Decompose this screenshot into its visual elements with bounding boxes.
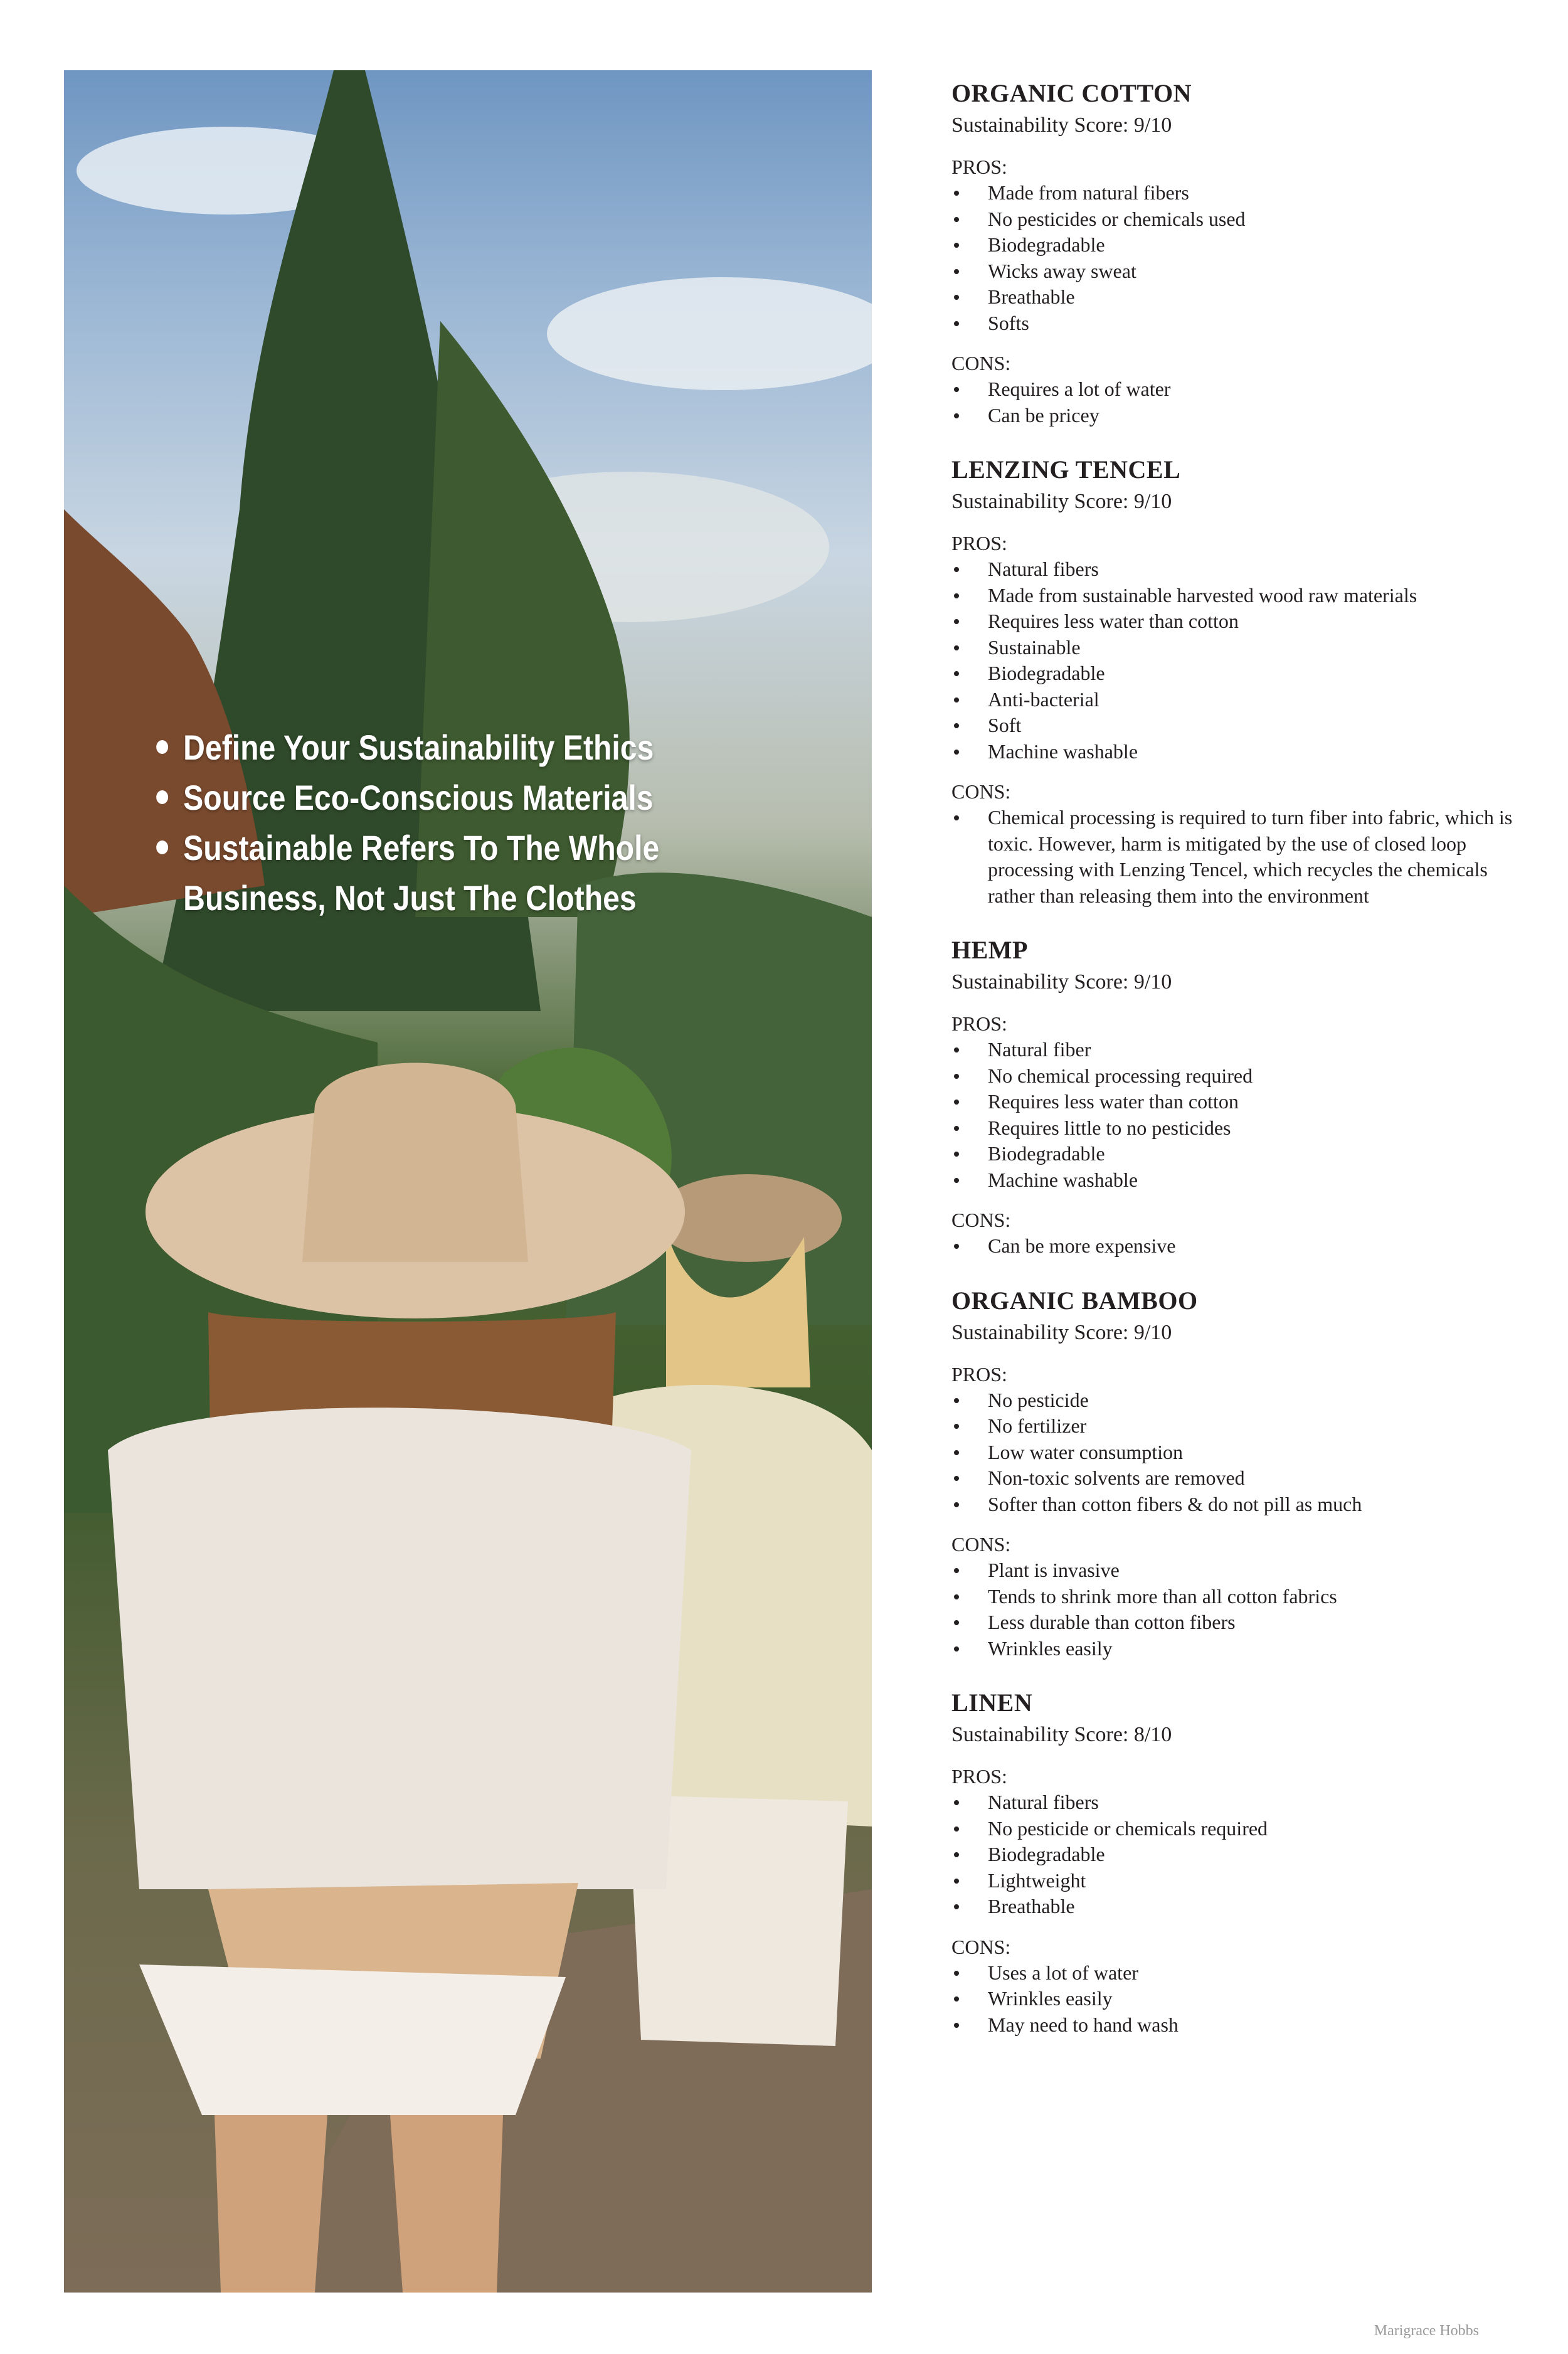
list-item: Requires little to no pesticides	[951, 1115, 1516, 1142]
cons-list	[951, 376, 1516, 428]
list-item: Wicks away sweat	[951, 258, 1516, 285]
list-item: No pesticides or chemicals used	[951, 206, 1516, 233]
cons-list	[951, 805, 1516, 909]
cons-label: CONS:	[951, 1209, 1011, 1231]
cons-list	[951, 1557, 1516, 1662]
overlay-bullet-list	[153, 723, 757, 923]
overlay-point: Sustainable Refers To The Whole Business, Not Just The Clothes	[153, 823, 757, 923]
list-item: Low water consumption	[951, 1439, 1516, 1466]
cons-list	[951, 1233, 1516, 1259]
list-item: Wrinkles easily	[951, 1636, 1516, 1662]
list-item: Soft	[951, 713, 1516, 739]
list-item: Biodegradable	[951, 1842, 1516, 1868]
list-item: Lightweight	[951, 1868, 1516, 1894]
list-item: Uses a lot of water	[951, 1960, 1516, 1986]
material-organic-cotton	[951, 78, 1516, 428]
pros-label: PROS:	[951, 532, 1007, 554]
list-item: Anti-bacterial	[951, 687, 1516, 713]
pros-list	[951, 556, 1516, 765]
list-item: Softs	[951, 310, 1516, 337]
list-item: Made from sustainable harvested wood raw materials	[951, 583, 1516, 609]
list-item: Biodegradable	[951, 1141, 1516, 1167]
material-linen	[951, 1688, 1516, 2038]
list-item: Breathable	[951, 1894, 1516, 1920]
list-item: No chemical processing required	[951, 1063, 1516, 1090]
material-name: HEMP	[951, 936, 1028, 964]
list-item: Machine washable	[951, 739, 1516, 765]
list-item: Biodegradable	[951, 660, 1516, 687]
author-credit: Marigrace Hobbs	[1374, 2323, 1479, 2339]
materials-column	[951, 78, 1516, 2064]
overlay-point: Source Eco-Conscious Materials	[153, 773, 757, 823]
sustainability-score: Sustainability Score: 9/10	[951, 1320, 1172, 1344]
list-item: Natural fibers	[951, 1789, 1516, 1816]
cons-list	[951, 1960, 1516, 2039]
list-item: Non-toxic solvents are removed	[951, 1465, 1516, 1492]
list-item: Biodegradable	[951, 232, 1516, 258]
pros-label: PROS:	[951, 1012, 1007, 1035]
list-item: Chemical processing is required to turn fiber into fabric, which is toxic. However, harm is mitigated by the use of closed loop processing with Lenzing Tencel, which recycles the chemicals rather than releasing them into the environment	[951, 805, 1516, 909]
material-name: ORGANIC BAMBOO	[951, 1286, 1198, 1315]
list-item: Less durable than cotton fibers	[951, 1609, 1516, 1636]
sustainability-score: Sustainability Score: 9/10	[951, 114, 1172, 137]
list-item: Can be pricey	[951, 403, 1516, 429]
list-item: No pesticide or chemicals required	[951, 1816, 1516, 1842]
list-item: May need to hand wash	[951, 2012, 1516, 2039]
list-item: Machine washable	[951, 1167, 1516, 1194]
material-lenzing-tencel	[951, 455, 1516, 909]
list-item: No pesticide	[951, 1387, 1516, 1414]
sustainability-score: Sustainability Score: 9/10	[951, 490, 1172, 513]
list-item: Sustainable	[951, 635, 1516, 661]
pros-label: PROS:	[951, 156, 1007, 178]
material-name: ORGANIC COTTON	[951, 79, 1192, 107]
list-item: Natural fibers	[951, 556, 1516, 583]
material-organic-bamboo	[951, 1286, 1516, 1662]
list-item: Breathable	[951, 284, 1516, 310]
pros-list	[951, 1387, 1516, 1518]
pros-list	[951, 1789, 1516, 1920]
material-name: LENZING TENCEL	[951, 455, 1181, 484]
pros-label: PROS:	[951, 1362, 1007, 1386]
list-item: Natural fiber	[951, 1037, 1516, 1063]
list-item: Requires less water than cotton	[951, 1089, 1516, 1115]
pros-label: PROS:	[951, 1765, 1007, 1788]
list-item: Softer than cotton fibers & do not pill as much	[951, 1492, 1516, 1518]
cons-label: CONS:	[951, 1935, 1011, 1958]
list-item: Requires a lot of water	[951, 376, 1516, 403]
sustainability-score: Sustainability Score: 8/10	[951, 1723, 1172, 1746]
list-item: No fertilizer	[951, 1413, 1516, 1439]
photo-panel	[64, 70, 872, 2293]
list-item: Tends to shrink more than all cotton fabrics	[951, 1584, 1516, 1610]
sustainability-score: Sustainability Score: 9/10	[951, 970, 1172, 994]
material-name: LINEN	[951, 1689, 1033, 1717]
list-item: Can be more expensive	[951, 1233, 1516, 1259]
photo-illustration	[64, 70, 872, 2293]
cons-label: CONS:	[951, 780, 1011, 803]
pros-list	[951, 180, 1516, 336]
material-hemp	[951, 935, 1516, 1259]
cons-label: CONS:	[951, 352, 1011, 374]
overlay-point: Define Your Sustainability Ethics	[153, 723, 757, 773]
list-item: Plant is invasive	[951, 1557, 1516, 1584]
cons-label: CONS:	[951, 1533, 1011, 1556]
pros-list	[951, 1037, 1516, 1193]
list-item: Requires less water than cotton	[951, 608, 1516, 635]
list-item: Made from natural fibers	[951, 180, 1516, 206]
list-item: Wrinkles easily	[951, 1986, 1516, 2012]
